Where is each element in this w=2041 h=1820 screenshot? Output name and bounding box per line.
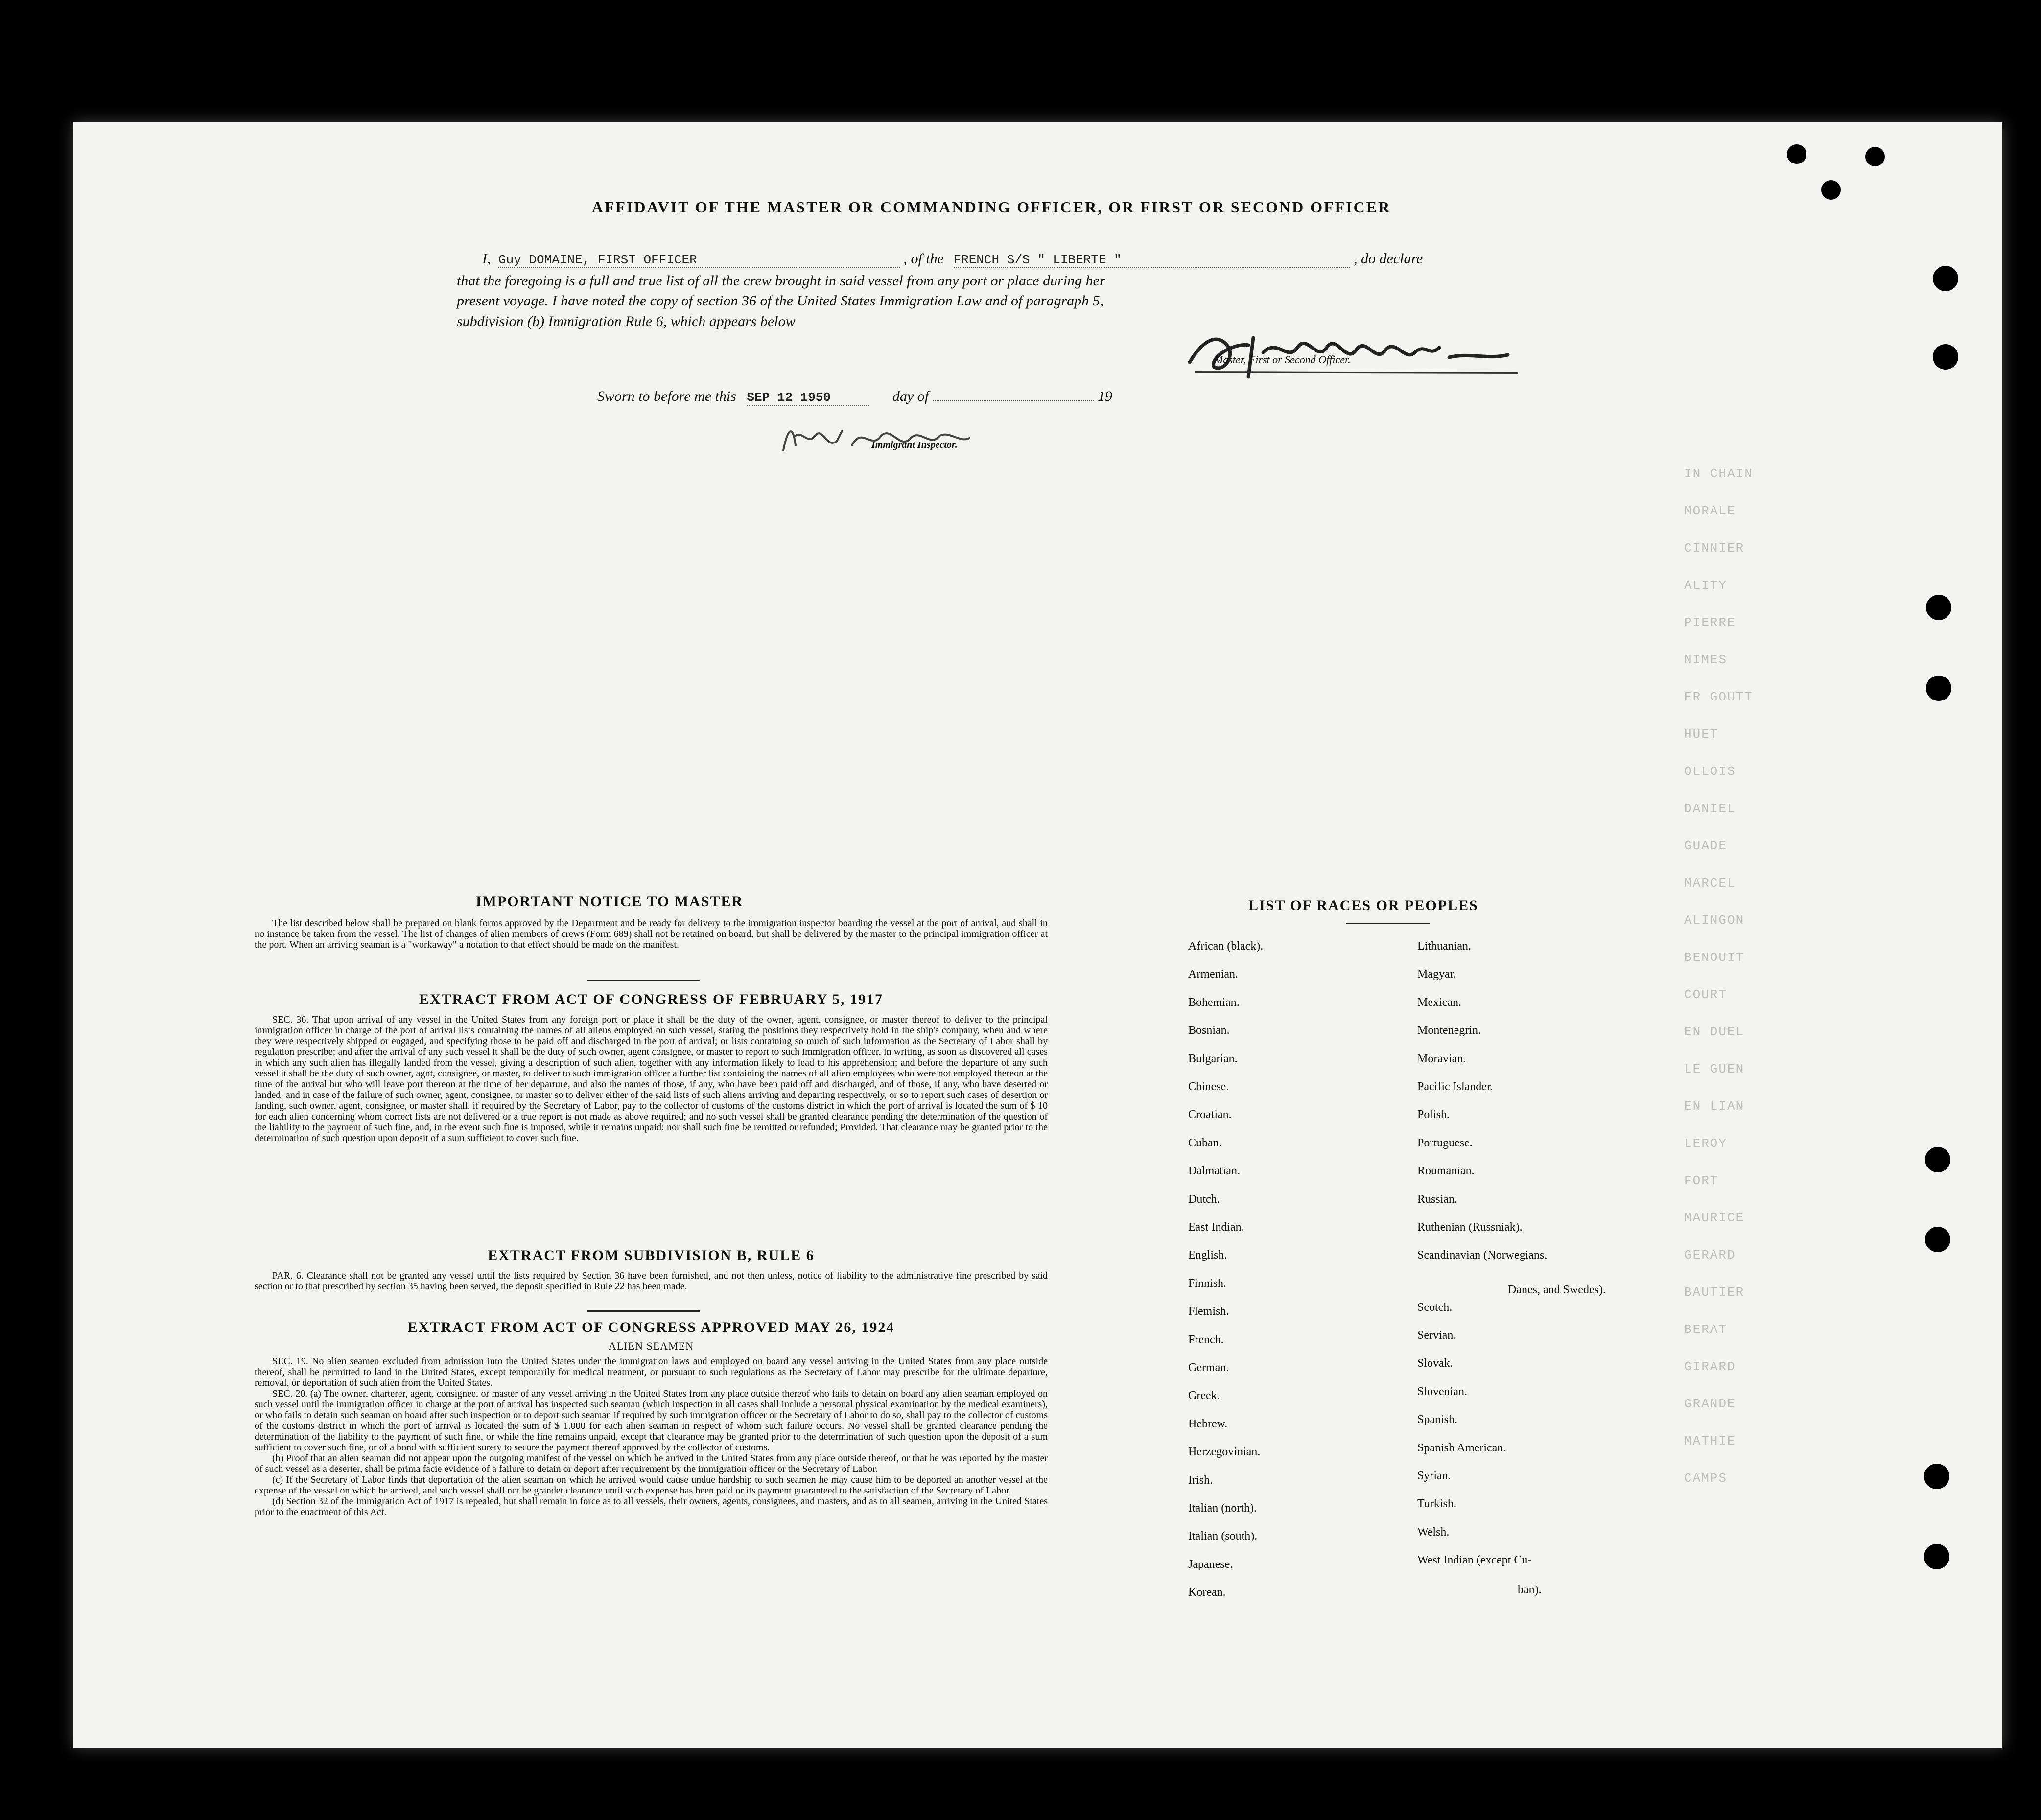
vessel-entry: FRENCH S/S " LIBERTE " <box>954 253 1350 268</box>
punch-hole <box>1925 1227 1950 1252</box>
race-item: Ruthenian (Russniak). <box>1417 1221 1523 1234</box>
race-item: African (black). <box>1188 940 1264 953</box>
of-the-label: , of the <box>903 251 944 267</box>
race-item: Korean. <box>1188 1586 1226 1599</box>
sec-20c-paragraph: (c) If the Secretary of Labor finds that deportation of the alien seaman on which he arrived would cause undue hardship to such seamen he may cause him to be deported an another vessel at the expense of the vessel on which he arrived, and such vessel shall not be grandet clearance until such expense has been paid or its payment guaranteed to the satisfaction of the Secretary of Labor. <box>255 1474 1048 1496</box>
race-item: Herzegovinian. <box>1188 1446 1261 1459</box>
day-of-label: day of <box>892 388 929 404</box>
race-item-continuation: Danes, and Swedes). <box>1508 1283 1606 1296</box>
sec-20d-paragraph: (d) Section 32 of the Immigration Act of 1917 is repealed, but shall remain in force as to all vessels, their owners, agents, consignees, and masters, and as to all seamen, arriving in the United States prior to the enactment of this Act. <box>255 1496 1048 1517</box>
race-item: Finnish. <box>1188 1277 1227 1290</box>
race-item: Spanish. <box>1417 1413 1458 1426</box>
race-item: West Indian (except Cu- <box>1417 1554 1532 1567</box>
affidavit-line3: present voyage. I have noted the copy of section 36 of the United States Immigration Law and of paragraph 5, <box>457 293 1104 309</box>
race-item: Scandinavian (Norwegians, <box>1417 1249 1548 1262</box>
race-item: Armenian. <box>1188 968 1238 981</box>
notice-paragraph: The list described below shall be prepared on blank forms approved by the Department and be ready for delivery to the immigration inspector boarding the vessel at the port of arrival, and shall in no instance be taken from the vessel. The list of changes of alien members of crews (Form 689) shall not be retained on board, but shall be delivered by the master to the principal immigration officer at the port. When an arriving seaman is a "workaway" a notation to that effect should be made on the manifest. <box>255 918 1048 950</box>
year-prefix: 19 <box>1098 388 1113 404</box>
notice-title: IMPORTANT NOTICE TO MASTER <box>475 893 744 910</box>
race-item: Flemish. <box>1188 1305 1229 1318</box>
do-declare-label: , do declare <box>1354 251 1423 267</box>
punch-hole <box>1926 676 1951 701</box>
punch-hole <box>1821 180 1841 200</box>
race-item: Moravian. <box>1417 1052 1466 1065</box>
race-item: Polish. <box>1417 1108 1450 1121</box>
race-item: Irish. <box>1188 1473 1213 1487</box>
sworn-prefix: Sworn to before me this <box>597 388 736 404</box>
document-page <box>73 122 2002 1748</box>
race-item: Dutch. <box>1188 1192 1220 1206</box>
race-item: Syrian. <box>1417 1469 1451 1482</box>
race-item: Bulgarian. <box>1188 1052 1238 1065</box>
officer-name-entry: Guy DOMAINE, FIRST OFFICER <box>498 253 900 268</box>
race-item-continuation: ban). <box>1518 1584 1542 1596</box>
race-item: Cuban. <box>1188 1136 1222 1149</box>
race-item: East Indian. <box>1188 1221 1244 1234</box>
punch-hole <box>1933 266 1958 291</box>
punch-hole <box>1933 344 1958 370</box>
sec-20a-paragraph: SEC. 20. (a) The owner, charterer, agent, consignee, or master of any vessel arriving in the United States from any place outside thereof who fails to detain on board any alien seaman employed on such vessel until the immigration officer in charge at the port of arrival has inspected such seaman (which inspection in all cases shall include a personal physical examination by the medical examiners), or who fails to detain such seaman on board after such inspection or to deport such seaman if required by such immigration officer or the Secretary of Labor to do so, shall pay to the collector of customs of the customs district in which the port of arrival is located the sum of $ 1.000 for each alien seaman in respect of whom such failure occurs. No vessel shall be granted clearance pending the determination of the liability to the payment of such fine, or while the fine remains unpaid, except that clearance may be granted prior to the determination of such question upon the deposit of a sum sufficient to cover such fine, or of a bond with sufficient surety to secure the payment thereof approved by the collector of customs. <box>255 1388 1048 1453</box>
master-signature <box>1175 318 1527 382</box>
race-item: Chinese. <box>1188 1080 1229 1093</box>
extract-1924-title: EXTRACT FROM ACT OF CONGRESS APPROVED MAY 26, 1924 <box>407 1319 895 1335</box>
race-item: Italian (south). <box>1188 1530 1258 1543</box>
rule-6-body <box>255 1270 1048 1292</box>
extract-1917-title: EXTRACT FROM ACT OF CONGRESS OF FEBRUARY 5, 1917 <box>419 991 884 1007</box>
divider <box>587 1310 700 1312</box>
race-item: Russian. <box>1417 1192 1458 1206</box>
punch-hole <box>1865 147 1885 166</box>
race-item: Slovenian. <box>1417 1385 1467 1398</box>
affidavit-line4: subdivision (b) Immigration Rule 6, which appears below <box>457 313 796 329</box>
divider <box>1346 923 1430 924</box>
race-item: English. <box>1188 1249 1227 1262</box>
sec-19-paragraph: SEC. 19. No alien seamen excluded from admission into the United States under the immigration laws and employed on board any vessel arriving in the United States from any place outside thereof, shall be permitted to land in the United States, except temporarily for medical treatment, or pursuant to such regulations as the Secretary of Labor may prescribe for the ultimate departure, removal, or deportation of such alien from the United States. <box>255 1356 1048 1388</box>
race-item: Roumanian. <box>1417 1165 1475 1178</box>
extract-1917-body <box>255 1014 1048 1143</box>
race-item: Servian. <box>1417 1329 1456 1342</box>
rule-6-title: EXTRACT FROM SUBDIVISION B, RULE 6 <box>488 1247 815 1263</box>
sworn-line <box>597 388 1112 406</box>
sec-20b-paragraph: (b) Proof that an alien seaman did not appear upon the outgoing manifest of the vessel on which he arrived in the United States from any place outside thereof, or that he was reported by the master of such vessel as a deserter, shall be prima facie evidence of a failure to detain or deport after requirement by the immigration officer or the Secretary of Labor. <box>255 1453 1048 1474</box>
inspector-caption: Immigrant Inspector. <box>871 440 958 450</box>
divider <box>587 980 700 981</box>
race-item: Slovak. <box>1417 1357 1453 1370</box>
race-item: German. <box>1188 1361 1229 1374</box>
race-item: Croatian. <box>1188 1108 1232 1121</box>
sec-36-paragraph: SEC. 36. That upon arrival of any vessel in the United States from any foreign port or place it shall be the duty of the owner, agent, consignee, or master thereof to deliver to the principal immigration officer in charge of the port of arrival lists containing the names of all aliens employed on such vessel, stating the positions they respectively hold in the ship's company, when and where they were respectively shipped or engaged, and specifying those to be paid off and discharged in the port of arrival; or lists containing so much of such information as the Secretary of Labor shall by regulation prescribe; and after the arrival of any such vessel it shall be the duty of such owner, agent consignee, or master to report to such immigration officer, in writing, as soon as discovered all cases in which any such alien has illegally landed from the vessel, giving a description of such alien, together with any information likely to lead to his apprehension; and before the departure of any such vessel it shall be the duty of such owner, agnt, consignee, or master, to deliver to such immigration officer a further list containing the names of all alien employees who were not employed thereon at the time of the arrival but who will leave port thereon at the time of her departure, and also the names of those, if any, who have been paid off and discharged, and of those, if any, who have deserted or landed; and in case of the failure of such owner, agent, consignee, or master so to deliver either of the said lists of such aliens arriving and departing respectively, or so to report such cases of desertion or landing, such owner, agent, consignee, or master shall, if required by the Secretary of Labor, pay to the collector of customs of the customs district in which the port of arrival is located the sum of $ 10 for each alien concerning whom correct lists are not delivered or a true report is not made as above required; and no such vessel shall be granted clearance pending the determination of the question of the liability to the payment of such fine, and, in the event such fine is imposed, while it remains unpaid; nor shall such fine be remitted or refunded; Provided. That clearance may be granted prior to the determination of such question upon deposit of a sum sufficient to cover such fine. <box>255 1014 1048 1143</box>
race-item: Montenegrin. <box>1417 1024 1481 1037</box>
race-item: French. <box>1188 1333 1224 1346</box>
race-item: Pacific Islander. <box>1417 1080 1493 1093</box>
race-item: Mexican. <box>1417 996 1461 1009</box>
affidavit-line1 <box>482 251 1423 268</box>
i-label: I, <box>482 251 491 267</box>
race-item: Dalmatian. <box>1188 1165 1240 1178</box>
affidavit-line2: that the foregoing is a full and true list of all the crew brought in said vessel from any port or place during her <box>457 273 1105 289</box>
race-item: Hebrew. <box>1188 1417 1228 1430</box>
race-item: Turkish. <box>1417 1497 1456 1511</box>
master-signature-caption: Master, First or Second Officer. <box>1214 353 1351 366</box>
date-stamp: SEP 12 1950 <box>747 390 869 406</box>
punch-hole <box>1924 1544 1949 1569</box>
par-6-paragraph: PAR. 6. Clearance shall not be granted any vessel until the lists required by Section 36 have been furnished, and not then unless, notice of liability to the administrative fine prescribed by said section or to that prescribed by section 35 having been served, the deposit specified in Rule 22 has been made. <box>255 1270 1048 1292</box>
inspector-signature <box>774 416 979 460</box>
punch-hole <box>1787 144 1806 164</box>
affidavit-title: AFFIDAVIT OF THE MASTER OR COMMANDING OFFICER, OR FIRST OR SECOND OFFICER <box>591 198 1391 216</box>
punch-hole <box>1926 595 1951 620</box>
race-item: Spanish American. <box>1417 1441 1506 1454</box>
race-item: Welsh. <box>1417 1525 1450 1539</box>
punch-hole <box>1925 1147 1950 1172</box>
race-item: Lithuanian. <box>1417 940 1471 953</box>
alien-seamen-subtitle: ALIEN SEAMEN <box>609 1340 694 1352</box>
race-item: Portuguese. <box>1417 1136 1473 1149</box>
bleed-through-column: IN CHAIN MORALE CINNIER ALITY PIERRE NIMES ER GOUTT HUET OLLOIS DANIEL GUADE MARCEL ALINGON BENOUIT COURT EN DUEL LE GUEN EN LIAN LEROY FORT MAURICE GERARD BAUTIER BERAT GIRARD GRANDE MATHIE CAMPS <box>1684 467 1753 1486</box>
race-item: Italian (north). <box>1188 1502 1257 1515</box>
race-item: Japanese. <box>1188 1558 1233 1571</box>
notice-body <box>255 918 1048 950</box>
race-item: Magyar. <box>1417 968 1456 981</box>
race-item: Bosnian. <box>1188 1024 1230 1037</box>
extract-1924-body <box>255 1356 1048 1517</box>
race-item: Bohemian. <box>1188 996 1240 1009</box>
punch-hole <box>1924 1464 1949 1489</box>
race-item: Scotch. <box>1417 1301 1453 1314</box>
race-item: Greek. <box>1188 1389 1220 1402</box>
races-title: LIST OF RACES OR PEOPLES <box>1248 897 1478 913</box>
